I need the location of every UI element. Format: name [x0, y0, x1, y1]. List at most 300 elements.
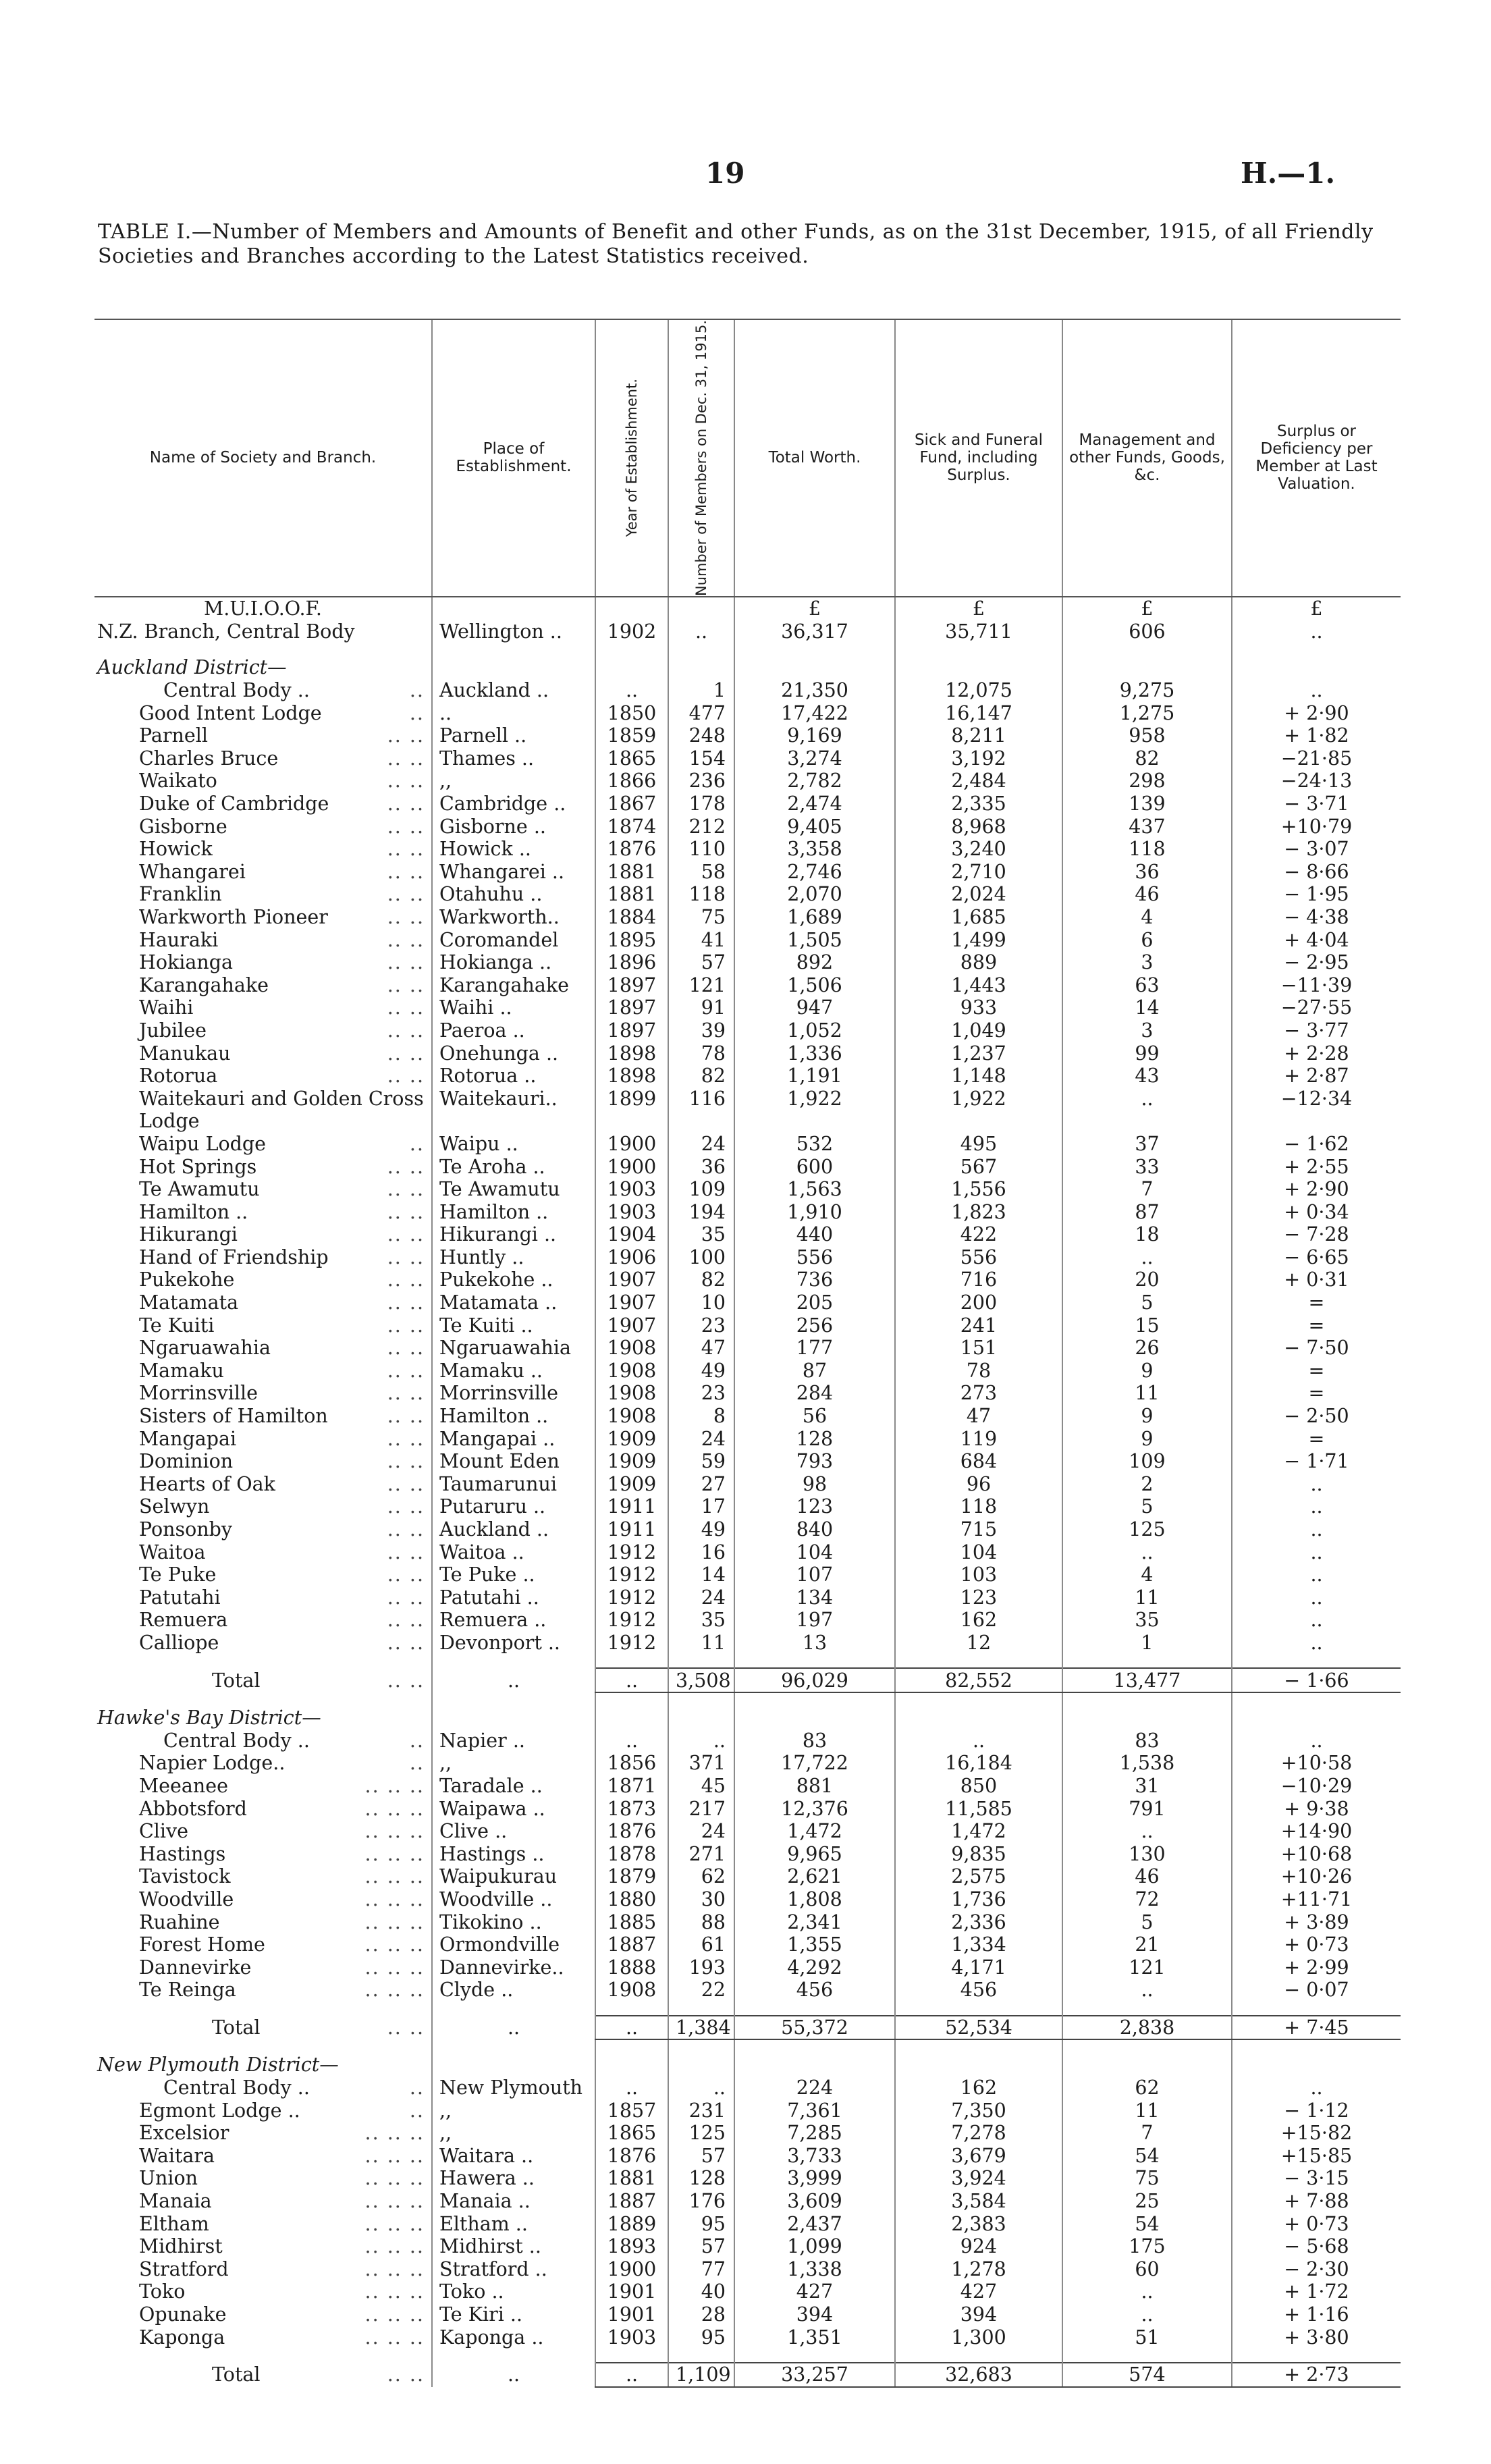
sick-cell: 12,075: [895, 679, 1062, 702]
col-header-surplus: Surplus or Deficiency per Member at Last Valuation.: [1232, 319, 1401, 597]
branch-name-wrap: [97, 1752, 425, 1774]
sick-cell: 16,184: [895, 1752, 1062, 1775]
branch-name-wrap: [97, 1450, 425, 1472]
mgmt-cell: 75: [1062, 2167, 1232, 2190]
branch-name-wrap: [97, 702, 425, 724]
sick-cell: 889: [895, 951, 1062, 974]
branch-name: Patutahi: [139, 1586, 221, 1609]
spacer-cell: [668, 2002, 734, 2016]
members-cell: 128: [668, 2167, 734, 2190]
members-cell: 40: [668, 2280, 734, 2303]
branch-name-cell: [94, 1360, 432, 1383]
year-cell: 1903: [595, 1200, 668, 1223]
col-header-worth: Total Worth.: [734, 319, 895, 597]
total-year: ..: [595, 1668, 668, 1692]
branch-name-cell: [94, 973, 432, 996]
year-cell: 1893: [595, 2235, 668, 2258]
spacer-cell: [1062, 2039, 1232, 2054]
mgmt-cell: 5: [1062, 1291, 1232, 1314]
sick-cell: 241: [895, 1314, 1062, 1337]
branch-name: Calliope: [139, 1631, 219, 1654]
place-cell: Remuera ..: [432, 1609, 595, 1632]
branch-name: Excelsior: [139, 2122, 229, 2145]
sick-cell: 1,556: [895, 1178, 1062, 1201]
table-row: [94, 1178, 1401, 1201]
branch-name-wrap: [97, 2167, 425, 2189]
worth-cell: 427: [734, 2280, 895, 2303]
leader-dots: .. ..: [387, 2363, 425, 2386]
branch-name: Morrinsville: [139, 1382, 258, 1405]
branch-name: Hikurangi: [139, 1223, 238, 1246]
branch-name-cell: [94, 1268, 432, 1291]
branch-name-cell: [94, 1632, 432, 1655]
place-cell: Kaponga ..: [432, 2326, 595, 2349]
branch-name-wrap: [97, 2280, 425, 2303]
members-cell: 75: [668, 906, 734, 929]
mgmt-cell: 43: [1062, 1065, 1232, 1088]
section-title-row: [94, 2054, 1401, 2077]
spacer-cell: [734, 2039, 895, 2054]
total-name-wrap: [97, 2363, 425, 2386]
branch-name-wrap: [97, 1065, 425, 1087]
col-header-mgmt: Management and other Funds, Goods, &c.: [1062, 319, 1232, 597]
members-cell: 35: [668, 1609, 734, 1632]
leader-dots: .. ..: [387, 1359, 425, 1382]
mgmt-cell: 15: [1062, 1314, 1232, 1337]
place-cell: Waitara ..: [432, 2145, 595, 2168]
surplus-cell: −21·85: [1232, 747, 1401, 770]
mgmt-cell: 7: [1062, 2122, 1232, 2145]
surplus-cell: − 3·77: [1232, 1019, 1401, 1042]
sick-cell: 456: [895, 1979, 1062, 2002]
place-cell: Cambridge ..: [432, 793, 595, 815]
worth-cell: 2,341: [734, 1910, 895, 1933]
table-row: [94, 1518, 1401, 1541]
total-label: Total: [212, 1669, 261, 1692]
sick-cell: [895, 1110, 1062, 1133]
surplus-cell: − 7·50: [1232, 1337, 1401, 1360]
leader-dots: .. .. ..: [364, 1887, 425, 1910]
surplus-cell: + 2·90: [1232, 1178, 1401, 1201]
worth-cell: 13: [734, 1632, 895, 1655]
mgmt-cell: ..: [1062, 2280, 1232, 2303]
branch-name-wrap: [97, 1798, 425, 1820]
mgmt-cell: 25: [1062, 2190, 1232, 2213]
year-cell: 1865: [595, 2122, 668, 2145]
sick-cell: 123: [895, 1586, 1062, 1609]
branch-name: Midhirst: [139, 2235, 223, 2258]
total-sick: 32,683: [895, 2363, 1062, 2387]
surplus-cell: −24·13: [1232, 770, 1401, 793]
sick-cell: 394: [895, 2303, 1062, 2326]
place-cell: Manaia ..: [432, 2190, 595, 2213]
year-cell: 1879: [595, 1865, 668, 1888]
table-row: [94, 996, 1401, 1019]
members-cell: 8: [668, 1405, 734, 1428]
empty-cell: [595, 656, 668, 679]
branch-name-wrap: [97, 1268, 425, 1291]
place-cell: Napier ..: [432, 1729, 595, 1752]
year-cell: 1881: [595, 2167, 668, 2190]
surplus-cell: − 6·65: [1232, 1246, 1401, 1269]
branch-name-wrap: [97, 1133, 425, 1155]
col-header-members: [668, 319, 734, 597]
table-row: [94, 1314, 1401, 1337]
branch-name: Hastings: [139, 1842, 226, 1865]
branch-name-wrap: [97, 1337, 425, 1359]
members-cell: ..: [668, 1729, 734, 1752]
table-row: [94, 1729, 1401, 1752]
sick-cell: 16,147: [895, 701, 1062, 724]
sick-cell: 3,584: [895, 2190, 1062, 2213]
branch-name-cell: [94, 815, 432, 838]
branch-name-wrap: [97, 2213, 425, 2235]
table-row: [94, 679, 1401, 702]
worth-cell: 284: [734, 1382, 895, 1405]
empty-cell: [1062, 1707, 1232, 1730]
worth-cell: 3,358: [734, 838, 895, 861]
place-cell: Stratford ..: [432, 2258, 595, 2281]
leader-dots: .. ..: [387, 770, 425, 793]
leader-dots: .. .. ..: [364, 2326, 425, 2349]
branch-name-cell: [94, 906, 432, 929]
worth-cell: 892: [734, 951, 895, 974]
members-cell: 49: [668, 1518, 734, 1541]
place-cell: Huntly ..: [432, 1246, 595, 1269]
branch-name-wrap: [97, 1178, 425, 1200]
place-cell: Waipawa ..: [432, 1797, 595, 1820]
members-cell: 194: [668, 1200, 734, 1223]
members-cell: 109: [668, 1178, 734, 1201]
sick-cell: 716: [895, 1268, 1062, 1291]
surplus-cell: − 3·15: [1232, 2167, 1401, 2190]
branch-name-cell: [94, 838, 432, 861]
members-cell: 95: [668, 2212, 734, 2235]
surplus-cell: +10·58: [1232, 1752, 1401, 1775]
leader-dots: .. ..: [387, 1337, 425, 1360]
place-cell: Whangarei ..: [432, 861, 595, 884]
year-cell: 1880: [595, 1888, 668, 1911]
worth-cell: 107: [734, 1563, 895, 1586]
year-cell: [595, 1110, 668, 1133]
year-cell: 1856: [595, 1752, 668, 1775]
mgmt-cell: 87: [1062, 1200, 1232, 1223]
place-cell: Rotorua ..: [432, 1065, 595, 1088]
branch-name-cell: [94, 1586, 432, 1609]
sick-cell: 273: [895, 1382, 1062, 1405]
section-title-row: [94, 656, 1401, 679]
spacer-cell: [1062, 1654, 1232, 1668]
branch-name-cell: [94, 770, 432, 793]
branch-name-cell: [94, 928, 432, 951]
surplus-cell: ..: [1232, 1632, 1401, 1655]
sick-cell: 933: [895, 996, 1062, 1019]
empty-cell: [595, 2054, 668, 2077]
mgmt-cell: 11: [1062, 1586, 1232, 1609]
place-cell: Hawera ..: [432, 2167, 595, 2190]
table-row: [94, 1910, 1401, 1933]
mgmt-cell: 2: [1062, 1473, 1232, 1496]
empty-cell: [668, 2054, 734, 2077]
year-cell: 1912: [595, 1563, 668, 1586]
branch-name: Waitekauri and Golden Cross: [139, 1087, 424, 1110]
members-cell: 154: [668, 747, 734, 770]
empty-cell: [895, 656, 1062, 679]
place-cell: Paeroa ..: [432, 1019, 595, 1042]
place-cell: Taumarunui: [432, 1473, 595, 1496]
leader-dots: .. .. ..: [364, 2280, 425, 2303]
year-cell: 1912: [595, 1586, 668, 1609]
year-cell: 1874: [595, 815, 668, 838]
mgmt-cell: 791: [1062, 1797, 1232, 1820]
table-row: [94, 1752, 1401, 1775]
leader-dots: .. ..: [387, 883, 425, 906]
branch-name-wrap: [97, 1865, 425, 1887]
spacer-cell: [1232, 2002, 1401, 2016]
members-cell: 78: [668, 1042, 734, 1065]
surplus-cell: − 1·95: [1232, 883, 1401, 906]
members-cell: 23: [668, 1382, 734, 1405]
branch-name: Hand of Friendship: [139, 1246, 329, 1268]
branch-name-cell: [94, 1563, 432, 1586]
year-cell: 1888: [595, 1956, 668, 1979]
total-name-wrap: [97, 1669, 425, 1692]
branch-name-cell: [94, 2280, 432, 2303]
sick-cell: 495: [895, 1133, 1062, 1156]
branch-name: Lodge: [139, 1110, 200, 1133]
table-row: [94, 951, 1401, 974]
worth-cell: 1,099: [734, 2235, 895, 2258]
members-cell: 27: [668, 1473, 734, 1496]
place-cell: Midhirst ..: [432, 2235, 595, 2258]
total-label: Total: [212, 2016, 261, 2039]
table-row: [94, 973, 1401, 996]
sick-cell: 427: [895, 2280, 1062, 2303]
table-row: [94, 1087, 1401, 1110]
mgmt-cell: 3: [1062, 1019, 1232, 1042]
leader-dots: .. ..: [387, 1268, 425, 1291]
empty-cell: [1062, 2054, 1232, 2077]
leader-dots: .. .. ..: [364, 2235, 425, 2258]
leader-dots: ..: [409, 701, 425, 724]
branch-name-cell: [94, 2122, 432, 2145]
nz-branch-surplus: ..: [1232, 620, 1401, 643]
branch-name: Te Awamutu: [139, 1178, 260, 1201]
table-row: [94, 2122, 1401, 2145]
members-cell: 110: [668, 838, 734, 861]
mgmt-cell: 60: [1062, 2258, 1232, 2281]
table-row: [94, 1155, 1401, 1178]
worth-cell: 1,910: [734, 1200, 895, 1223]
branch-name: Te Kuiti: [139, 1314, 215, 1337]
year-cell: 1900: [595, 2258, 668, 2281]
empty-cell: [668, 1707, 734, 1730]
branch-name-wrap: [97, 679, 425, 701]
mgmt-cell: 175: [1062, 2235, 1232, 2258]
sick-cell: 2,024: [895, 883, 1062, 906]
worth-cell: 128: [734, 1427, 895, 1450]
mgmt-cell: 7: [1062, 1178, 1232, 1201]
branch-name-wrap: [97, 2077, 425, 2099]
branch-name-cell: [94, 1427, 432, 1450]
total-members: 3,508: [668, 1668, 734, 1692]
worth-cell: 17,722: [734, 1752, 895, 1775]
year-cell: 1899: [595, 1087, 668, 1110]
year-cell: 1887: [595, 1933, 668, 1956]
mgmt-cell: 139: [1062, 793, 1232, 815]
branch-name: Hauraki: [139, 928, 219, 951]
branch-name: Warkworth Pioneer: [139, 905, 328, 928]
branch-name: Jubilee: [139, 1019, 207, 1042]
mgmt-cell: 130: [1062, 1842, 1232, 1865]
place-cell: ,,: [432, 2122, 595, 2145]
sick-cell: 162: [895, 2077, 1062, 2099]
members-cell: 36: [668, 1155, 734, 1178]
branch-name-cell: [94, 1473, 432, 1496]
branch-name-wrap: [97, 1042, 425, 1065]
members-cell: 371: [668, 1752, 734, 1775]
leader-dots: .. .. ..: [364, 2167, 425, 2190]
surplus-cell: +15·85: [1232, 2145, 1401, 2168]
table-row: [94, 1865, 1401, 1888]
branch-name: Ngaruawahia: [139, 1337, 271, 1360]
mgmt-cell: 11: [1062, 1382, 1232, 1405]
branch-name-wrap: [97, 1223, 425, 1246]
table-row: [94, 1223, 1401, 1246]
spacer-cell: [895, 2002, 1062, 2016]
branch-name: Te Puke: [139, 1563, 217, 1586]
table-row: [94, 1360, 1401, 1383]
mgmt-cell: 82: [1062, 747, 1232, 770]
members-cell: 14: [668, 1563, 734, 1586]
cell-members: [668, 597, 734, 620]
surplus-cell: +15·82: [1232, 2122, 1401, 2145]
total-place: ..: [432, 1668, 595, 1692]
table-row: [94, 2077, 1401, 2099]
spacer-cell: [1062, 2349, 1232, 2363]
worth-cell: 2,474: [734, 793, 895, 815]
mgmt-cell: 54: [1062, 2145, 1232, 2168]
branch-name: Forest Home: [139, 1933, 265, 1956]
nz-branch-year: 1902: [595, 620, 668, 643]
mgmt-cell: 46: [1062, 883, 1232, 906]
members-cell: 57: [668, 951, 734, 974]
members-cell: 24: [668, 1820, 734, 1843]
spacer-cell: [734, 1654, 895, 1668]
place-cell: Karangahake: [432, 973, 595, 996]
mgmt-cell: 1,538: [1062, 1752, 1232, 1775]
surplus-cell: − 0·07: [1232, 1979, 1401, 2002]
year-cell: 1857: [595, 2099, 668, 2122]
members-cell: 11: [668, 1632, 734, 1655]
surplus-cell: + 1·16: [1232, 2303, 1401, 2326]
branch-name-wrap: [97, 1586, 425, 1609]
members-cell: 91: [668, 996, 734, 1019]
sick-cell: 2,575: [895, 1865, 1062, 1888]
section-spacer: [94, 2039, 1401, 2054]
branch-name: Rotorua: [139, 1065, 218, 1088]
mgmt-cell: ..: [1062, 1246, 1232, 1269]
leader-dots: .. .. ..: [364, 1933, 425, 1956]
year-cell: 1876: [595, 2145, 668, 2168]
year-cell: 1865: [595, 747, 668, 770]
worth-cell: 1,808: [734, 1888, 895, 1911]
surplus-cell: + 0·34: [1232, 1200, 1401, 1223]
spacer-cell: [595, 2002, 668, 2016]
mgmt-cell: 9: [1062, 1360, 1232, 1383]
branch-name-cell: [94, 1065, 432, 1088]
members-cell: 41: [668, 928, 734, 951]
branch-name: Howick: [139, 838, 213, 861]
surplus-cell: + 0·73: [1232, 2212, 1401, 2235]
branch-name-wrap: [97, 929, 425, 951]
mgmt-cell: 37: [1062, 1133, 1232, 1156]
year-cell: 1898: [595, 1065, 668, 1088]
mgmt-cell: 26: [1062, 1337, 1232, 1360]
branch-name-cell: [94, 996, 432, 1019]
leader-dots: .. ..: [387, 1450, 425, 1473]
year-cell: ..: [595, 2077, 668, 2099]
mgmt-cell: 9,275: [1062, 679, 1232, 702]
branch-name: Charles Bruce: [139, 747, 279, 770]
place-cell: Onehunga ..: [432, 1042, 595, 1065]
branch-name-wrap: [97, 1563, 425, 1586]
branch-name-cell: [94, 2167, 432, 2190]
members-cell: 17: [668, 1495, 734, 1518]
spacer-cell: [895, 2039, 1062, 2054]
leader-dots: .. .. ..: [364, 1979, 425, 2002]
branch-name-cell: [94, 1518, 432, 1541]
worth-cell: 2,621: [734, 1865, 895, 1888]
members-cell: 28: [668, 2303, 734, 2326]
spacer-cell: [1232, 2039, 1401, 2054]
total-members: 1,109: [668, 2363, 734, 2387]
worth-cell: 1,336: [734, 1042, 895, 1065]
spacer-cell: [668, 2039, 734, 2054]
branch-name: Stratford: [139, 2257, 229, 2280]
section-spacer: [94, 1692, 1401, 1707]
table-row: [94, 747, 1401, 770]
surplus-cell: =: [1232, 1360, 1401, 1383]
mgmt-cell: ..: [1062, 1979, 1232, 2002]
spacer-cell: [895, 643, 1062, 656]
nz-branch-name: N.Z. Branch, Central Body: [97, 620, 355, 643]
page-header: [0, 157, 1491, 197]
branch-name-wrap: [97, 1609, 425, 1631]
year-cell: 1881: [595, 861, 668, 884]
spacer-cell: [432, 1654, 595, 1668]
sick-cell: 8,968: [895, 815, 1062, 838]
branch-name-cell: [94, 1979, 432, 2002]
leader-dots: .. ..: [387, 1563, 425, 1586]
sick-cell: 7,350: [895, 2099, 1062, 2122]
page-reference: H.—1.: [1241, 157, 1336, 190]
branch-name: Woodville: [139, 1887, 234, 1910]
table-row: [94, 928, 1401, 951]
branch-name-cell: [94, 2326, 432, 2349]
table-row: [94, 701, 1401, 724]
friendly-societies-table: [94, 319, 1401, 2388]
spacer-cell: [94, 1654, 432, 1668]
surplus-cell: − 3·07: [1232, 838, 1401, 861]
members-cell: 1: [668, 679, 734, 702]
spacer-cell: [668, 1692, 734, 1707]
members-cell: 39: [668, 1019, 734, 1042]
worth-cell: 83: [734, 1729, 895, 1752]
branch-name-wrap: [97, 724, 425, 747]
empty-cell: [1232, 656, 1401, 679]
mgmt-cell: 118: [1062, 838, 1232, 861]
